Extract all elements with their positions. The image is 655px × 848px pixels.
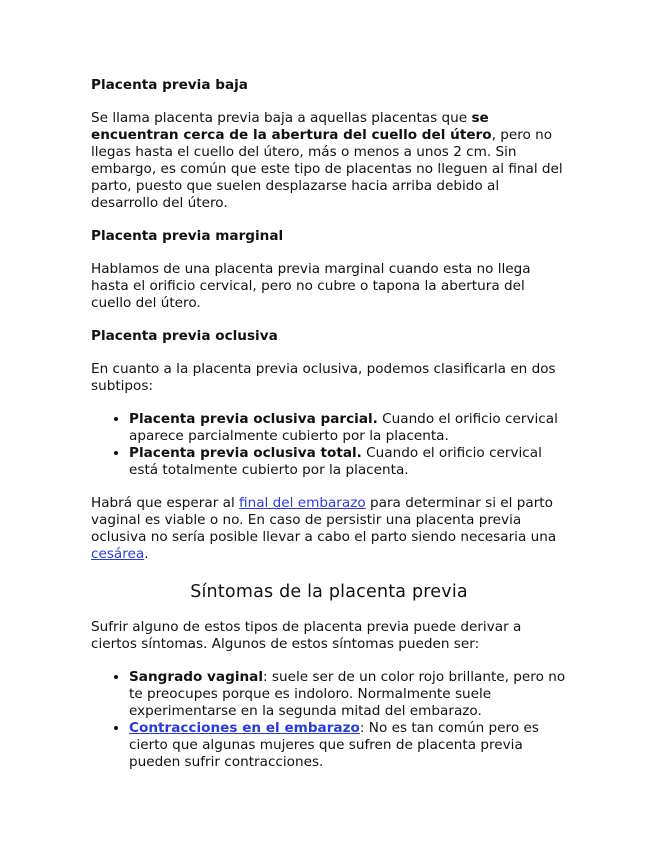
list-item [129,445,567,479]
text: Cuando el orificio cervical está totalmente cubierto por la placenta. [129,445,542,478]
text: Se llama placenta previa baja a aquellas placentas que [91,110,472,126]
paragraph-placenta-oclusiva: En cuanto a la placenta previa oclusiva, podemos clasificarla en dos subtipos: [91,361,556,394]
paragraph-placenta-marginal: Hablamos de una placenta previa marginal cuando esta no llega hasta el orificio cervical, pero no cubre o tapona la abertura del cuello del útero. [91,261,531,311]
heading-placenta-previa-baja: Placenta previa baja [91,77,248,93]
bold-text: se encuentran cerca de la abertura del cuello del útero [91,110,492,143]
text: Habrá que esperar al [91,495,240,511]
sintomas-list [91,669,567,771]
paragraph-final-embarazo [91,495,567,563]
link-cesarea[interactable]: cesárea [91,546,145,562]
article-body [91,77,567,771]
list-item [129,720,567,771]
heading-placenta-previa-oclusiva: Placenta previa oclusiva [91,328,278,344]
bold-text: Placenta previa oclusiva total. [129,445,362,461]
list-item [129,411,567,445]
paragraph-placenta-baja [91,110,567,212]
link-contracciones-en-el-embarazo[interactable]: Contracciones en el embarazo [129,720,360,736]
text: , pero no llegas hasta el cuello del útero, más o menos a unos 2 cm. Sin embargo, es común que este tipo de placentas no lleguen al final del parto, puesto que suelen desplazarse hacia arriba debido al desarrollo del útero. [91,127,563,211]
link-final-del-embarazo[interactable]: final del embarazo [239,495,366,511]
text: : suele ser de un color rojo brillante, pero no te preocupes porque es indoloro. Normalmente suele experimentarse en la segunda mitad del embarazo. [129,669,566,719]
oclusiva-subtypes-list [91,411,567,479]
list-item [129,669,567,720]
bold-text: Placenta previa oclusiva parcial. [129,411,378,427]
text: : No es tan común pero es cierto que algunas mujeres que sufren de placenta previa pueden sufrir contracciones. [129,720,539,770]
text: . [144,546,149,562]
text: Cuando el orificio cervical aparece parcialmente cubierto por la placenta. [129,411,558,444]
heading-placenta-previa-marginal: Placenta previa marginal [91,228,284,244]
bold-text: Sangrado vaginal [129,669,263,685]
heading-sintomas: Síntomas de la placenta previa [190,582,468,602]
paragraph-sintomas: Sufrir alguno de estos tipos de placenta previa puede derivar a ciertos síntomas. Algunos de estos síntomas pueden ser: [91,619,522,652]
text: para determinar si el parto vaginal es viable o no. En caso de persistir una placenta previa oclusiva no sería posible llevar a cabo el parto siendo necesaria una [91,495,557,545]
